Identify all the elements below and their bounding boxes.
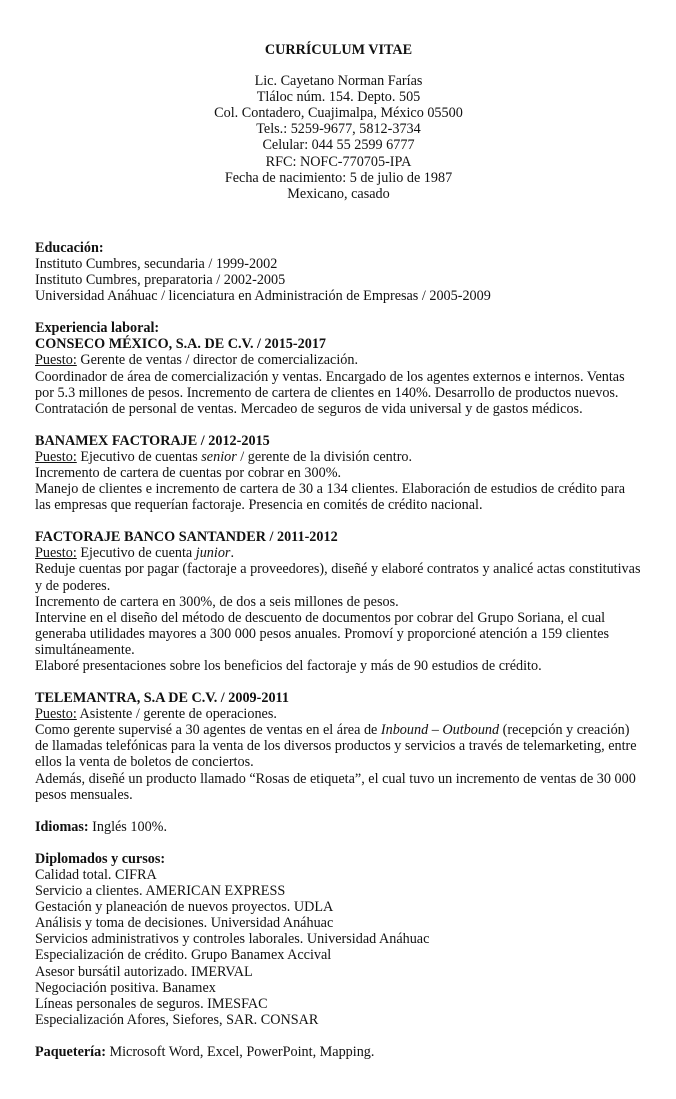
job-position <box>35 545 642 561</box>
job-entry-telemantra <box>35 690 642 803</box>
education-section <box>35 240 642 304</box>
languages-value: Inglés 100%. <box>88 818 168 835</box>
experience-section <box>35 320 642 803</box>
education-heading: Educación: <box>35 239 104 256</box>
education-item: Instituto Cumbres, preparatoria / 2002-2005 <box>35 272 286 289</box>
rfc: RFC: NOFC-770705-IPA <box>265 153 412 170</box>
job-entry-banamex <box>35 433 642 513</box>
job-entry-santander <box>35 529 642 674</box>
course-item: Líneas personales de seguros. IMESFAC <box>35 995 268 1012</box>
position-label: Puesto: <box>35 448 77 465</box>
job-company: TELEMANTRA, S.A DE C.V. / 2009-2011 <box>35 690 289 707</box>
course-item: Asesor bursátil autorizado. IMERVAL <box>35 963 253 980</box>
birth-date: Fecha de nacimiento: 5 de julio de 1987 <box>224 169 453 186</box>
phone-numbers: Tels.: 5259-9677, 5812-3734 <box>256 121 421 138</box>
job-description: Elaboré presentaciones sobre los beneficios del factoraje y más de 90 estudios de crédito. <box>35 658 542 674</box>
software-section <box>35 1044 642 1060</box>
position-value: Asistente / gerente de operaciones. <box>76 706 277 723</box>
job-description: Incremento de cartera en 300%, de dos a seis millones de pesos. <box>35 593 399 610</box>
software-heading: Paquetería: <box>35 1043 106 1060</box>
courses-section <box>35 851 642 1028</box>
course-item: Servicios administrativos y controles laborales. Universidad Anáhuac <box>35 931 430 948</box>
software-value: Microsoft Word, Excel, PowerPoint, Mapping. <box>105 1043 375 1060</box>
job-entry-conseco <box>35 336 642 416</box>
job-position <box>35 352 642 368</box>
position-value: Ejecutivo de cuenta <box>76 545 196 562</box>
address-line-1: Tláloc núm. 154. Depto. 505 <box>256 89 421 106</box>
languages-section <box>35 819 642 835</box>
position-value-end: / gerente de la división centro. <box>236 448 413 465</box>
candidate-name: Lic. Cayetano Norman Farías <box>254 73 423 90</box>
job-description: Además, diseñé un producto llamado “Rosas de etiqueta”, el cual tuvo un incremento de ventas de 30 000 pesos mensuales. <box>35 770 636 803</box>
job-description: Manejo de clientes e incremento de cartera de 30 a 134 clientes. Elaboración de estudios de crédito para las empresas que requerían factoraje. Presencia en comités de crédito nacional. <box>35 481 626 514</box>
address-line-2: Col. Contadero, Cuajimalpa, México 05500 <box>214 105 463 122</box>
job-company: FACTORAJE BANCO SANTANDER / 2011-2012 <box>35 529 338 546</box>
course-item: Análisis y toma de decisiones. Universidad Anáhuac <box>35 915 334 932</box>
position-value-end: . <box>230 545 234 562</box>
job-company: BANAMEX FACTORAJE / 2012-2015 <box>35 432 270 449</box>
course-item: Gestación y planeación de nuevos proyectos. UDLA <box>35 899 334 916</box>
education-item: Instituto Cumbres, secundaria / 1999-2002 <box>35 255 278 272</box>
job-description <box>35 722 642 770</box>
description-text: Como gerente supervisé a 30 agentes de ventas en el área de <box>35 722 381 739</box>
job-position <box>35 706 642 722</box>
job-description: Coordinador de área de comercialización y ventas. Encargado de los agentes externos e internos. Ventas por 5.3 millones de pesos. Incremento de cartera de clientes en 140%. Desarrollo de productos nuevos. Contratación de personal de ventas. Mercadeo de seguros de vida universal y de gastos médicos. <box>35 368 625 417</box>
document-title: CURRÍCULUM VITAE <box>264 42 413 58</box>
course-item: Especialización Afores, Siefores, SAR. CONSAR <box>35 1011 319 1028</box>
education-item: Universidad Anáhuac / licenciatura en Administración de Empresas / 2005-2009 <box>35 288 491 305</box>
job-description: Intervine en el diseño del método de descuento de documentos por cobrar del Grupo Soriana, el cual generaba utilidades mayores a 300 000 pesos anuales. Promoví y proporcioné atención a 159 clientes simultáneamente. <box>35 609 610 658</box>
experience-heading: Experiencia laboral: <box>35 320 160 337</box>
position-label: Puesto: <box>35 352 77 369</box>
course-item: Negociación positiva. Banamex <box>35 979 216 996</box>
course-item: Calidad total. CIFRA <box>35 866 157 883</box>
position-italic: junior <box>195 545 231 562</box>
course-item: Servicio a clientes. AMERICAN EXPRESS <box>35 883 286 900</box>
courses-heading: Diplomados y cursos: <box>35 850 166 867</box>
position-value: Ejecutivo de cuentas <box>76 448 202 465</box>
description-italic: Inbound – Outbound <box>380 722 500 739</box>
mobile-number: Celular: 044 55 2599 6777 <box>262 137 415 154</box>
course-item: Especialización de crédito. Grupo Banamex Accival <box>35 947 332 964</box>
job-company: CONSECO MÉXICO, S.A. DE C.V. / 2015-2017 <box>35 336 327 353</box>
job-description: Reduje cuentas por pagar (factoraje a proveedores), diseñé y elaboré contratos y analicé actas constitutivas y de poderes. <box>35 561 641 594</box>
position-value: Gerente de ventas / director de comercialización. <box>76 352 359 369</box>
languages-heading: Idiomas: <box>35 818 89 835</box>
description-text-end: (recepción y creación) de llamadas telefónicas para la venta de los diversos productos y servicios a través de telemarketing, entre ellos la venta de boletos de conciertos. <box>35 722 637 771</box>
position-italic: senior <box>201 448 237 465</box>
contact-header <box>35 73 642 202</box>
position-label: Puesto: <box>35 545 77 562</box>
job-description: Incremento de cartera de cuentas por cobrar en 300%. <box>35 464 342 481</box>
job-position <box>35 449 642 465</box>
nationality-marital-status: Mexicano, casado <box>287 185 390 202</box>
position-label: Puesto: <box>35 706 77 723</box>
